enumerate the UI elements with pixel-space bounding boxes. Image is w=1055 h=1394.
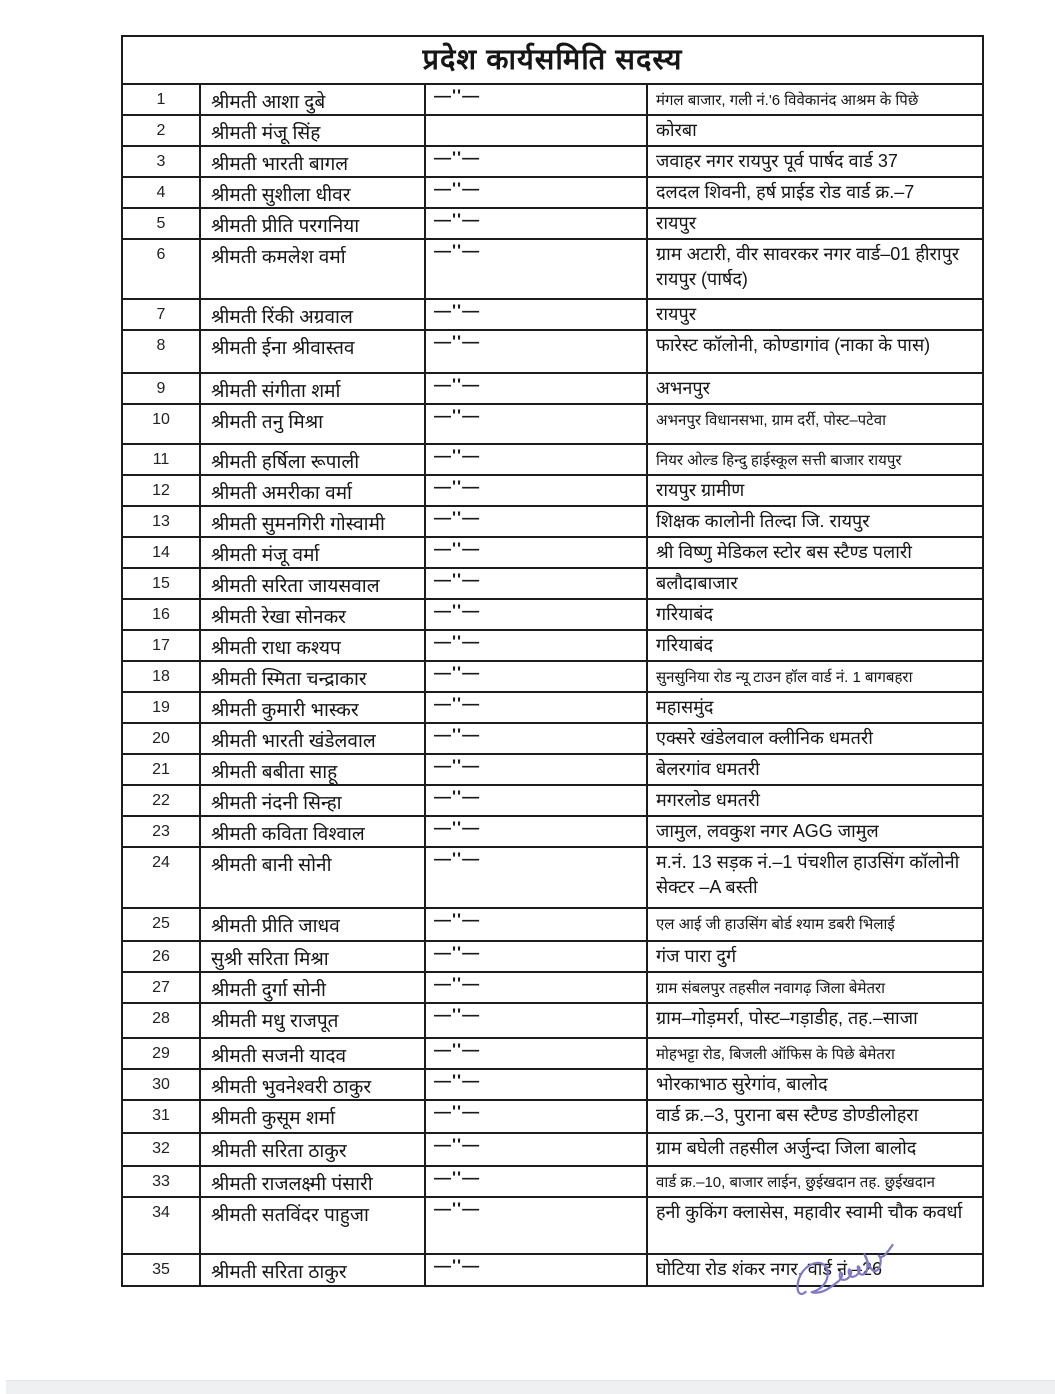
member-address: फारेस्ट कॉलोनी, कोण्डागांव (नाका के पास) — [647, 330, 983, 373]
row-number: 35 — [122, 1254, 200, 1286]
table-row — [122, 941, 983, 972]
ditto-mark: —''— — [425, 299, 647, 330]
member-address: रायपुर — [647, 299, 983, 330]
table-row — [122, 1003, 983, 1038]
row-number: 15 — [122, 568, 200, 599]
member-address: गरियाबंद — [647, 630, 983, 661]
member-address: हनी कुकिंग क्लासेस, महावीर स्वामी चौक कवर्धा — [647, 1197, 983, 1254]
table-row — [122, 692, 983, 723]
member-name: श्रीमती मंजू सिंह — [200, 115, 425, 146]
member-name: श्रीमती सजनी यादव — [200, 1038, 425, 1069]
table-row — [122, 475, 983, 506]
member-name: श्रीमती सरिता ठाकुर — [200, 1133, 425, 1166]
ditto-mark: —''— — [425, 1254, 647, 1286]
row-number: 18 — [122, 661, 200, 692]
member-name: श्रीमती आशा दुबे — [200, 84, 425, 115]
member-address: मंगल बाजार, गली नं.'6 विवेकानंद आश्रम के पिछे — [647, 84, 983, 115]
ditto-mark: —''— — [425, 506, 647, 537]
row-number: 26 — [122, 941, 200, 972]
member-name: श्रीमती रिंकी अग्रवाल — [200, 299, 425, 330]
member-address: एक्सरे खंडेलवाल क्लीनिक धमतरी — [647, 723, 983, 754]
table-row — [122, 299, 983, 330]
ditto-mark: —''— — [425, 1038, 647, 1069]
member-address: जामुल, लवकुश नगर AGG जामुल — [647, 816, 983, 847]
ditto-mark: —''— — [425, 537, 647, 568]
row-number: 7 — [122, 299, 200, 330]
table-row — [122, 816, 983, 847]
table-row — [122, 146, 983, 177]
row-number: 23 — [122, 816, 200, 847]
member-address: जवाहर नगर रायपुर पूर्व पार्षद वार्ड 37 — [647, 146, 983, 177]
table-row — [122, 444, 983, 475]
row-number: 28 — [122, 1003, 200, 1038]
member-name: श्रीमती बानी सोनी — [200, 847, 425, 908]
ditto-mark: —''— — [425, 1166, 647, 1197]
row-number: 14 — [122, 537, 200, 568]
table-row — [122, 404, 983, 444]
ditto-mark: —''— — [425, 146, 647, 177]
ditto-mark: —''— — [425, 404, 647, 444]
ditto-mark: —''— — [425, 847, 647, 908]
table-row — [122, 506, 983, 537]
row-number: 13 — [122, 506, 200, 537]
row-number: 3 — [122, 146, 200, 177]
ditto-mark: —''— — [425, 754, 647, 785]
member-address: म.नं. 13 सड़क नं.–1 पंचशील हाउसिंग कॉलोनी सेक्टर –A बस्ती — [647, 847, 983, 908]
ditto-mark: —''— — [425, 1100, 647, 1133]
row-number: 22 — [122, 785, 200, 816]
ditto-mark: —''— — [425, 941, 647, 972]
member-address: ग्राम–गोड़मर्रा, पोस्ट–गड़ाडीह, तह.–साजा — [647, 1003, 983, 1038]
row-number: 19 — [122, 692, 200, 723]
member-name: श्रीमती कमलेश वर्मा — [200, 239, 425, 299]
row-number: 4 — [122, 177, 200, 208]
row-number: 32 — [122, 1133, 200, 1166]
ditto-mark: —''— — [425, 208, 647, 239]
member-name: श्रीमती कुसूम शर्मा — [200, 1100, 425, 1133]
member-name: श्रीमती सुमनगिरी गोस्वामी — [200, 506, 425, 537]
member-name: श्रीमती नंदनी सिन्हा — [200, 785, 425, 816]
member-address: नियर ओल्ड हिन्दु हाईस्कूल सत्ती बाजार रायपुर — [647, 444, 983, 475]
member-address: श्री विष्णु मेडिकल स्टोर बस स्टैण्ड पलारी — [647, 537, 983, 568]
table-row — [122, 1133, 983, 1166]
table-row — [122, 208, 983, 239]
member-address: सुनसुनिया रोड न्यू टाउन हॉल वार्ड नं. 1 बागबहरा — [647, 661, 983, 692]
member-name: श्रीमती सरिता ठाकुर — [200, 1254, 425, 1286]
table-row — [122, 1100, 983, 1133]
member-address: ग्राम बघेली तहसील अर्जुन्दा जिला बालोद — [647, 1133, 983, 1166]
ditto-mark: —''— — [425, 661, 647, 692]
member-name: श्रीमती सुशीला धीवर — [200, 177, 425, 208]
ditto-mark: —''— — [425, 630, 647, 661]
row-number: 20 — [122, 723, 200, 754]
member-address: अभनपुर विधानसभा, ग्राम दर्री, पोस्ट–पटेवा — [647, 404, 983, 444]
table-row — [122, 568, 983, 599]
row-number: 31 — [122, 1100, 200, 1133]
members-table-body — [122, 84, 983, 1286]
ditto-mark: —''— — [425, 908, 647, 941]
ditto-mark: —''— — [425, 84, 647, 115]
table-row — [122, 754, 983, 785]
row-number: 24 — [122, 847, 200, 908]
ditto-mark: —''— — [425, 568, 647, 599]
row-number: 1 — [122, 84, 200, 115]
member-name: श्रीमती भारती बागल — [200, 146, 425, 177]
table-row — [122, 1069, 983, 1100]
ditto-mark: —''— — [425, 177, 647, 208]
member-address: दलदल शिवनी, हर्ष प्राईड रोड वार्ड क्र.–7 — [647, 177, 983, 208]
member-address: शिक्षक कालोनी तिल्दा जि. रायपुर — [647, 506, 983, 537]
table-row — [122, 908, 983, 941]
member-address: वार्ड क्र.–10, बाजार लाईन, छुईखदान तह. छुईखदान — [647, 1166, 983, 1197]
table-row — [122, 1038, 983, 1069]
members-table — [121, 35, 984, 1287]
member-address: रायपुर — [647, 208, 983, 239]
ditto-mark: —''— — [425, 972, 647, 1003]
ditto-mark: —''— — [425, 330, 647, 373]
row-number: 11 — [122, 444, 200, 475]
member-address: घोटिया रोड शंकर नगर, वार्ड नं.–26 — [647, 1254, 983, 1286]
member-address: भोरकाभाठ सुरेगांव, बालोद — [647, 1069, 983, 1100]
member-name: श्रीमती भारती खंडेलवाल — [200, 723, 425, 754]
member-address: रायपुर ग्रामीण — [647, 475, 983, 506]
table-row — [122, 177, 983, 208]
ditto-mark: —''— — [425, 373, 647, 404]
table-row — [122, 599, 983, 630]
member-name: श्रीमती भुवनेश्वरी ठाकुर — [200, 1069, 425, 1100]
row-number: 6 — [122, 239, 200, 299]
row-number: 30 — [122, 1069, 200, 1100]
member-name: श्रीमती कुमारी भास्कर — [200, 692, 425, 723]
row-number: 2 — [122, 115, 200, 146]
table-row — [122, 330, 983, 373]
member-name: श्रीमती तनु मिश्रा — [200, 404, 425, 444]
row-number: 12 — [122, 475, 200, 506]
scan-edge-artifact — [6, 1380, 1055, 1394]
member-address: ग्राम संबलपुर तहसील नवागढ़ जिला बेमेतरा — [647, 972, 983, 1003]
ditto-mark: —''— — [425, 1197, 647, 1254]
ditto-mark: —''— — [425, 444, 647, 475]
member-address: कोरबा — [647, 115, 983, 146]
table-row — [122, 537, 983, 568]
member-name: श्रीमती प्रीति जाधव — [200, 908, 425, 941]
row-number: 16 — [122, 599, 200, 630]
table-row — [122, 373, 983, 404]
table-row — [122, 785, 983, 816]
table-row — [122, 1166, 983, 1197]
row-number: 33 — [122, 1166, 200, 1197]
table-row — [122, 723, 983, 754]
ditto-mark: —''— — [425, 785, 647, 816]
table-row — [122, 115, 983, 146]
title-row — [122, 36, 983, 84]
page-title: प्रदेश कार्यसमिति सदस्य — [122, 36, 983, 84]
member-address: वार्ड क्र.–3, पुराना बस स्टैण्ड डोण्डीलोहरा — [647, 1100, 983, 1133]
member-address: गरियाबंद — [647, 599, 983, 630]
table-row — [122, 630, 983, 661]
row-number: 21 — [122, 754, 200, 785]
ditto-mark: —''— — [425, 1133, 647, 1166]
ditto-mark: —''— — [425, 723, 647, 754]
member-name: श्रीमती प्रीति परगनिया — [200, 208, 425, 239]
table-row — [122, 972, 983, 1003]
member-address: अभनपुर — [647, 373, 983, 404]
member-name: श्रीमती संगीता शर्मा — [200, 373, 425, 404]
member-name: श्रीमती रेखा सोनकर — [200, 599, 425, 630]
table-row — [122, 239, 983, 299]
ditto-mark: —''— — [425, 239, 647, 299]
member-name: श्रीमती दुर्गा सोनी — [200, 972, 425, 1003]
row-number: 10 — [122, 404, 200, 444]
member-name: श्रीमती सतविंदर पाहुजा — [200, 1197, 425, 1254]
member-name: श्रीमती राधा कश्यप — [200, 630, 425, 661]
member-name: श्रीमती सरिता जायसवाल — [200, 568, 425, 599]
ditto-mark: —''— — [425, 475, 647, 506]
member-name: सुश्री सरिता मिश्रा — [200, 941, 425, 972]
member-address: मोहभट्टा रोड, बिजली ऑफिस के पिछे बेमेतरा — [647, 1038, 983, 1069]
member-address: बेलरगांव धमतरी — [647, 754, 983, 785]
member-name: श्रीमती कविता विश्वाल — [200, 816, 425, 847]
member-name: श्रीमती बबीता साहू — [200, 754, 425, 785]
table-row — [122, 847, 983, 908]
ditto-mark: —''— — [425, 1069, 647, 1100]
member-name: श्रीमती मंजू वर्मा — [200, 537, 425, 568]
member-address: गंज पारा दुर्ग — [647, 941, 983, 972]
ditto-mark: —''— — [425, 816, 647, 847]
row-number: 9 — [122, 373, 200, 404]
member-name: श्रीमती अमरीका वर्मा — [200, 475, 425, 506]
row-number: 25 — [122, 908, 200, 941]
row-number: 17 — [122, 630, 200, 661]
member-name: श्रीमती राजलक्ष्मी पंसारी — [200, 1166, 425, 1197]
member-name: श्रीमती स्मिता चन्द्राकार — [200, 661, 425, 692]
member-address: मगरलोड धमतरी — [647, 785, 983, 816]
table-row — [122, 661, 983, 692]
table-row — [122, 84, 983, 115]
member-address: महासमुंद — [647, 692, 983, 723]
member-address: बलौदाबाजार — [647, 568, 983, 599]
row-number: 8 — [122, 330, 200, 373]
ditto-mark: —''— — [425, 692, 647, 723]
row-number: 5 — [122, 208, 200, 239]
row-number: 29 — [122, 1038, 200, 1069]
row-number: 27 — [122, 972, 200, 1003]
member-name: श्रीमती हर्षिला रूपाली — [200, 444, 425, 475]
member-address: एल आई जी हाउसिंग बोर्ड श्याम डबरी भिलाई — [647, 908, 983, 941]
ditto-mark: —''— — [425, 1003, 647, 1038]
member-name: श्रीमती मधु राजपूत — [200, 1003, 425, 1038]
member-address: ग्राम अटारी, वीर सावरकर नगर वार्ड–01 हीरापुर रायपुर (पार्षद) — [647, 239, 983, 299]
ditto-mark: —''— — [425, 599, 647, 630]
member-name: श्रीमती ईना श्रीवास्तव — [200, 330, 425, 373]
row-number: 34 — [122, 1197, 200, 1254]
ditto-mark — [425, 115, 647, 146]
